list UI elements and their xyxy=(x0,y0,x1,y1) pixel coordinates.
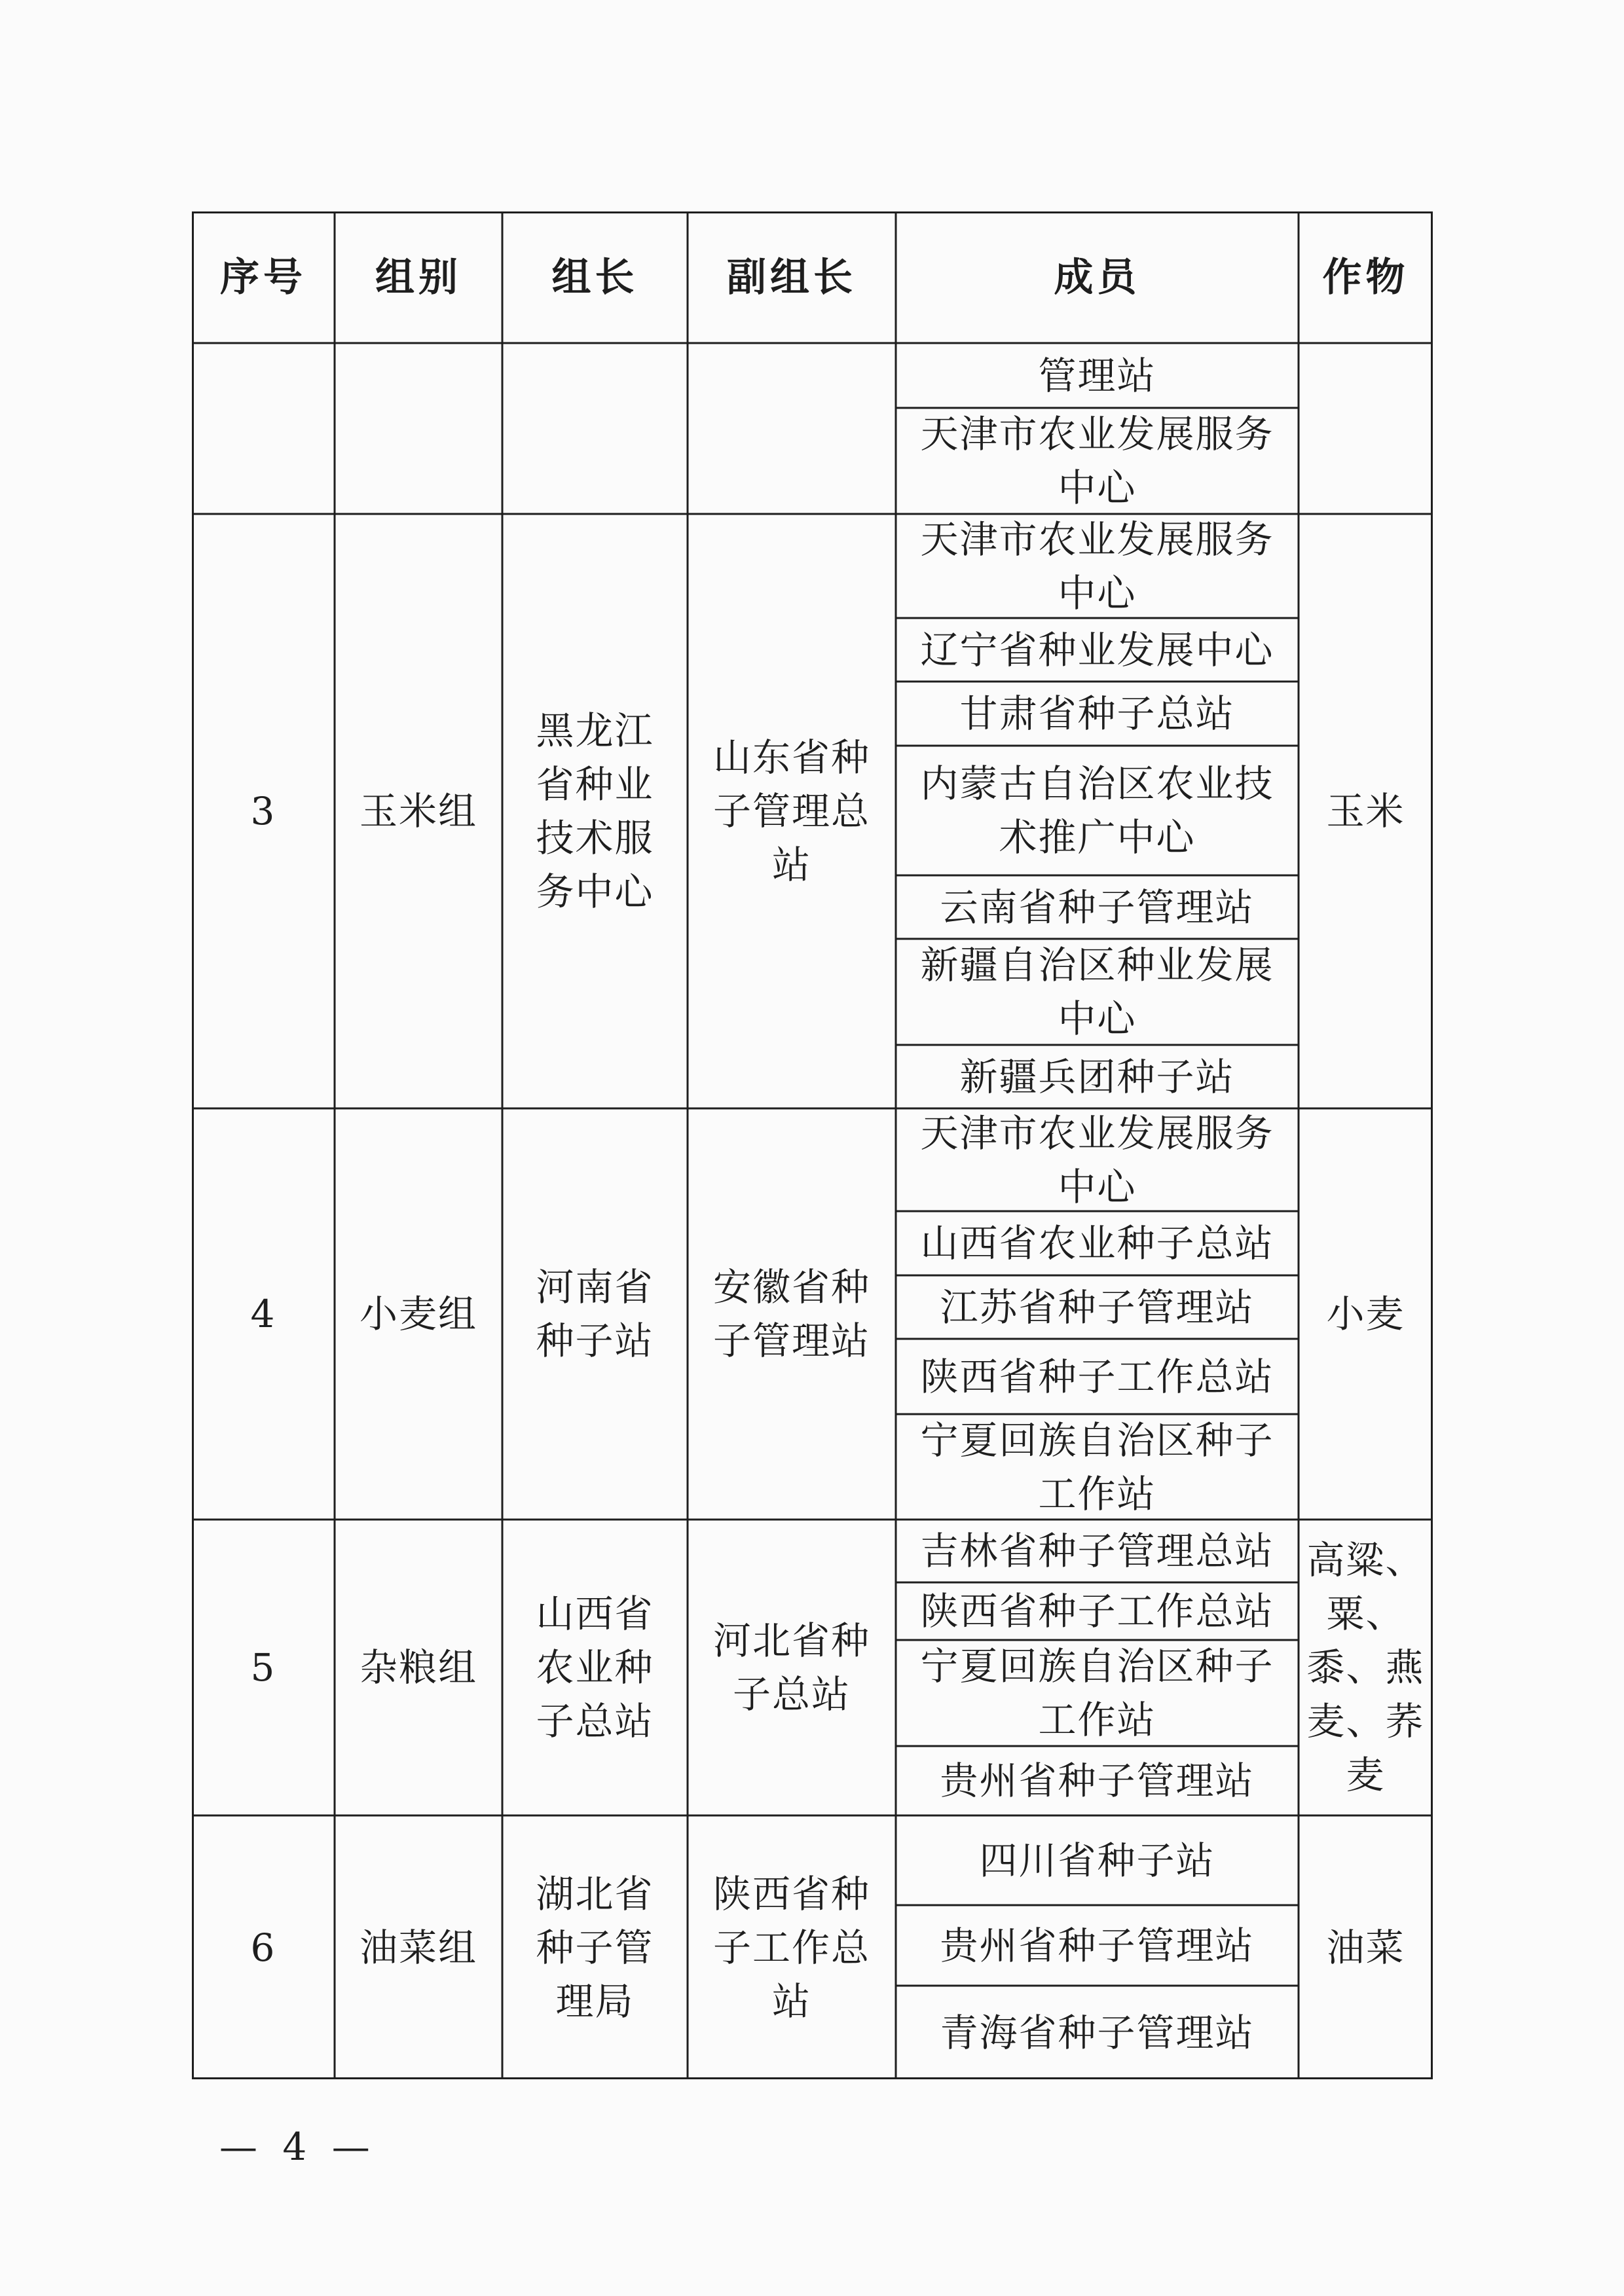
group-deputy: 陕西省种 子工作总 站 xyxy=(712,1871,870,2024)
group-number: 6 xyxy=(250,1925,276,1970)
member-cell: 云南省种子管理站 xyxy=(940,884,1255,930)
group-name: 玉米组 xyxy=(359,789,477,833)
group-crop: 油菜 xyxy=(1326,1925,1405,1970)
group-leader: 河南省 种子站 xyxy=(536,1265,654,1363)
group-crop xyxy=(1299,343,1433,514)
group-number: 4 xyxy=(250,1292,276,1336)
group-number: 5 xyxy=(250,1645,276,1690)
group-leader: 山西省 农业种 子总站 xyxy=(536,1592,654,1743)
member-cell: 山西省农业种子总站 xyxy=(920,1221,1274,1266)
group-crop: 小麦 xyxy=(1326,1292,1405,1336)
member-cell: 贵州省种子管理站 xyxy=(940,1758,1255,1803)
group-leader: 黑龙江 省种业 技术服 务中心 xyxy=(536,708,654,914)
member-cell: 陕西省种子工作总站 xyxy=(920,1354,1274,1399)
group-name: 杂粮组 xyxy=(359,1645,477,1690)
header-cell: 作物 xyxy=(1322,254,1409,301)
member-cell: 四川省种子站 xyxy=(979,1838,1215,1883)
member-cell: 宁夏回族自治区种子 工作站 xyxy=(920,1417,1274,1516)
member-cell: 贵州省种子管理站 xyxy=(940,1923,1255,1968)
header-cell: 成员 xyxy=(1054,254,1141,301)
group-leader xyxy=(502,343,688,514)
member-cell: 内蒙古自治区农业技 术推广中心 xyxy=(920,761,1274,860)
group-number: 3 xyxy=(250,789,276,833)
group-number xyxy=(192,343,335,514)
member-cell: 江苏省种子管理站 xyxy=(940,1285,1255,1330)
member-cell: 天津市农业发展服务 中心 xyxy=(920,517,1274,615)
member-cell: 天津市农业发展服务 中心 xyxy=(920,1110,1274,1209)
member-cell: 新疆兵团种子站 xyxy=(959,1054,1235,1099)
header-cell: 组别 xyxy=(375,254,462,301)
group-deputy xyxy=(688,343,896,514)
header-cell: 序号 xyxy=(220,254,306,301)
member-cell: 宁夏回族自治区种子 工作站 xyxy=(920,1644,1274,1742)
header-cell: 副组长 xyxy=(727,254,857,301)
member-cell: 管理站 xyxy=(1038,353,1156,398)
group-deputy: 安徽省种 子管理站 xyxy=(712,1265,870,1363)
members-table xyxy=(192,211,1433,2079)
group-crop: 高粱、 粟、 黍、燕 麦、荞 麦 xyxy=(1306,1538,1425,1797)
page-number: — 4 — xyxy=(219,2124,377,2169)
member-cell: 新疆自治区种业发展 中心 xyxy=(920,943,1274,1041)
group-deputy: 河北省种 子总站 xyxy=(712,1618,870,1717)
member-cell: 青海省种子管理站 xyxy=(940,2010,1255,2055)
member-cell: 辽宁省种业发展中心 xyxy=(920,627,1274,672)
group-name: 油菜组 xyxy=(359,1925,477,1970)
member-cell: 陕西省种子工作总站 xyxy=(920,1589,1274,1633)
member-cell: 天津市农业发展服务 中心 xyxy=(920,412,1274,510)
group-leader: 湖北省 种子管 理局 xyxy=(536,1871,654,2024)
group-crop: 玉米 xyxy=(1326,789,1405,833)
header-cell: 组长 xyxy=(551,254,638,301)
member-cell: 吉林省种子管理总站 xyxy=(920,1529,1274,1573)
group-name xyxy=(335,343,502,514)
group-name: 小麦组 xyxy=(359,1292,477,1336)
group-deputy: 山东省种 子管理总 站 xyxy=(712,735,870,887)
member-cell: 甘肃省种子总站 xyxy=(959,691,1235,736)
